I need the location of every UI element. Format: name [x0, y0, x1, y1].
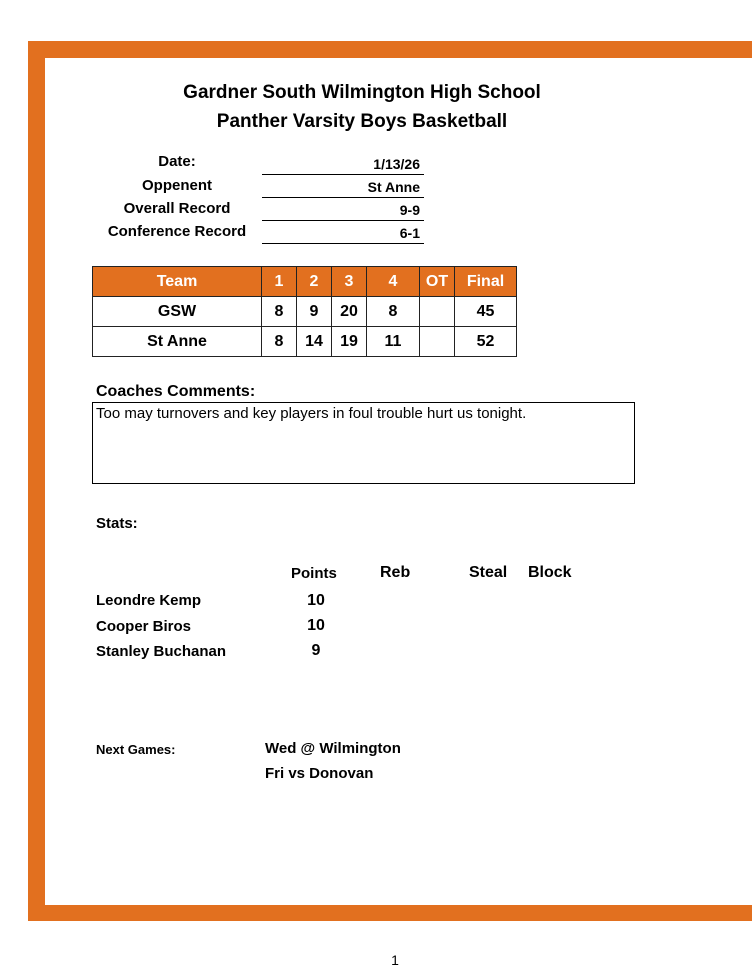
stats-header-reb: Reb — [380, 564, 411, 581]
q4-cell: 11 — [367, 327, 420, 357]
header-q2: 2 — [297, 267, 332, 297]
ot-cell — [420, 327, 455, 357]
team-cell: GSW — [93, 297, 262, 327]
header-q1: 1 — [262, 267, 297, 297]
ot-cell — [420, 297, 455, 327]
player-name: Cooper Biros — [96, 618, 192, 635]
final-cell: 45 — [455, 297, 517, 327]
next-game: Fri vs Donovan — [265, 765, 374, 782]
page-number: 1 — [391, 952, 399, 968]
final-cell: 52 — [455, 327, 517, 357]
stats-header-block: Block — [528, 564, 572, 581]
q3-cell: 19 — [332, 327, 367, 357]
school-title: Gardner South Wilmington High School — [183, 82, 541, 103]
score-header-row — [93, 267, 517, 297]
q3-cell: 20 — [332, 297, 367, 327]
player-points: 10 — [307, 617, 325, 634]
table-row — [93, 297, 517, 327]
comments-label: Coaches Comments: — [96, 383, 256, 400]
q4-cell: 8 — [367, 297, 420, 327]
player-points: 10 — [307, 592, 325, 609]
comments-box: Too may turnovers and key players in foul trouble hurt us tonight. — [92, 402, 635, 484]
team-title: Panther Varsity Boys Basketball — [216, 111, 508, 132]
stats-label: Stats: — [96, 515, 138, 532]
stats-header-points: Points — [291, 565, 337, 582]
header-ot: OT — [420, 267, 455, 297]
stats-header-steal: Steal — [469, 564, 508, 581]
next-game: Wed @ Wilmington — [265, 740, 401, 757]
score-table — [92, 266, 517, 357]
conference-record-label: Conference Record — [107, 223, 247, 240]
opponent-value: St Anne — [262, 177, 424, 198]
player-name: Leondre Kemp — [96, 592, 202, 609]
team-cell: St Anne — [93, 327, 262, 357]
conference-record-value: 6-1 — [262, 223, 424, 244]
table-row — [93, 327, 517, 357]
date-value: 1/13/26 — [262, 154, 424, 175]
q1-cell: 8 — [262, 327, 297, 357]
player-points: 9 — [311, 642, 321, 659]
overall-record-label: Overall Record — [123, 200, 231, 217]
q2-cell: 14 — [297, 327, 332, 357]
date-label: Date: — [158, 153, 196, 170]
header-q3: 3 — [332, 267, 367, 297]
overall-record-value: 9-9 — [262, 200, 424, 221]
q1-cell: 8 — [262, 297, 297, 327]
header-q4: 4 — [367, 267, 420, 297]
header-team: Team — [93, 267, 262, 297]
q2-cell: 9 — [297, 297, 332, 327]
next-games-label: Next Games: — [96, 742, 176, 757]
header-final: Final — [455, 267, 517, 297]
player-name: Stanley Buchanan — [96, 643, 227, 660]
opponent-label: Oppenent — [142, 177, 212, 194]
